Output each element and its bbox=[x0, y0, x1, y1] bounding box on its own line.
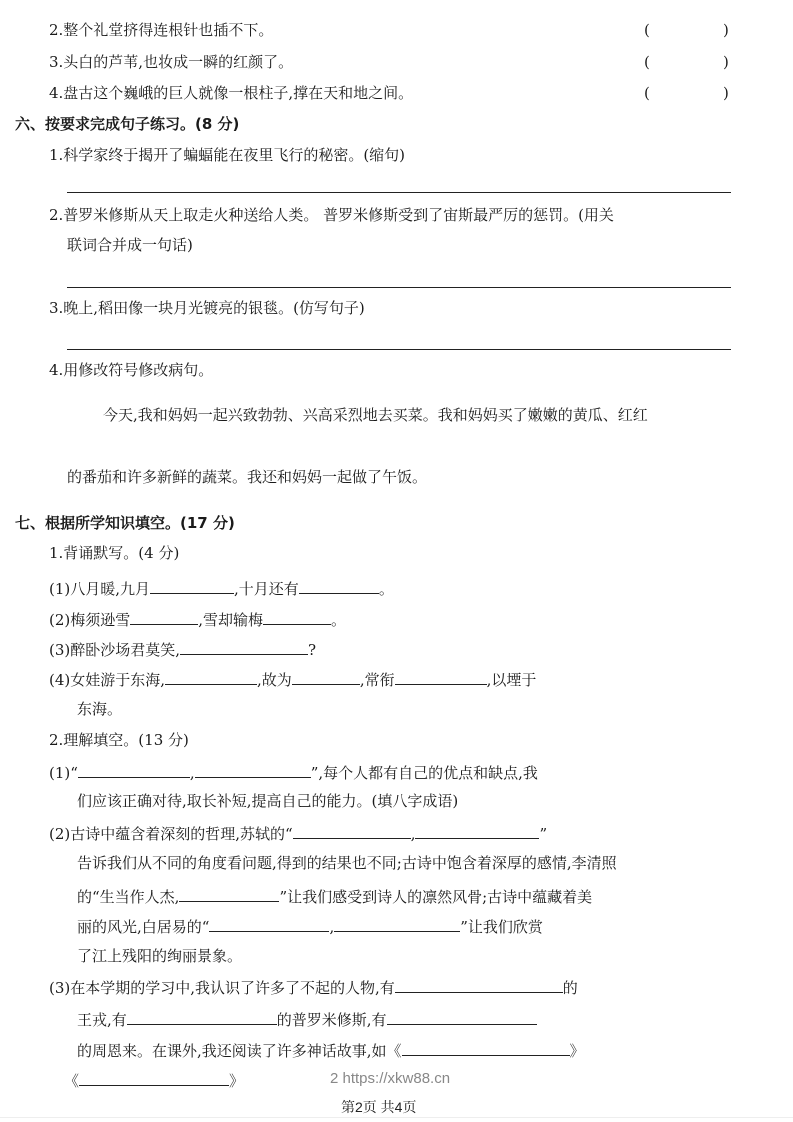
item-text: (2)梅须逊雪 bbox=[49, 611, 131, 629]
understand-item-1 bbox=[49, 761, 538, 781]
item-text: ,十月还有 bbox=[234, 580, 299, 598]
fill-blank[interactable] bbox=[387, 1008, 537, 1025]
fill-blank[interactable] bbox=[195, 761, 311, 778]
fill-blank[interactable] bbox=[292, 668, 360, 685]
fill-blank[interactable] bbox=[299, 577, 379, 594]
question-6-3: 3.晚上,稻田像一块月光镀亮的银毯。(仿写句子) bbox=[49, 299, 365, 317]
understand-item-2-line4 bbox=[77, 915, 543, 935]
item-text: ,雪却输梅 bbox=[198, 611, 264, 629]
understand-item-2-line3 bbox=[49, 885, 592, 905]
item-text: (4)女娃游于东海, bbox=[49, 671, 166, 689]
item-text: , bbox=[329, 918, 335, 936]
answer-paren-close: ) bbox=[723, 21, 729, 39]
answer-line-6-3[interactable] bbox=[67, 349, 731, 350]
recite-item-2 bbox=[49, 608, 346, 628]
item-text: 王戎,有 bbox=[77, 1011, 127, 1029]
answer-paren-close: ) bbox=[723, 53, 729, 71]
fill-blank[interactable] bbox=[78, 761, 190, 778]
fill-blank[interactable] bbox=[209, 915, 329, 932]
recite-item-4-cont: 东海。 bbox=[77, 700, 123, 718]
understand-item-3-line4 bbox=[64, 1069, 244, 1089]
answer-line-6-1[interactable] bbox=[67, 192, 731, 193]
item-text: (3)在本学期的学习中,我认识了许多了不起的人物,有 bbox=[49, 979, 395, 997]
fill-blank[interactable] bbox=[150, 577, 234, 594]
item-text: (2)古诗中蕴含着深刻的哲理,苏轼的“ bbox=[49, 825, 293, 843]
item-text: (1)八月暖,九月 bbox=[49, 580, 151, 598]
item-text: 的“生当作人杰, bbox=[77, 888, 180, 906]
fill-blank[interactable] bbox=[79, 1069, 229, 1086]
item-text: , bbox=[410, 825, 416, 843]
answer-paren-close: ) bbox=[723, 84, 729, 102]
fill-blank[interactable] bbox=[395, 668, 487, 685]
part-2-title: 2.理解填空。(13 分) bbox=[49, 731, 189, 749]
item-text: 的周恩来。在课外,我还阅读了许多神话故事,如《 bbox=[77, 1042, 402, 1060]
item-text: , bbox=[189, 764, 195, 782]
judgement-item-2: 2.整个礼堂挤得连根针也插不下。 bbox=[49, 21, 274, 39]
judgement-item-4: 4.盘古这个巍峨的巨人就像一根柱子,撑在天和地之间。 bbox=[49, 84, 414, 102]
item-text: 》 bbox=[229, 1072, 245, 1090]
section-6-title: 六、按要求完成句子练习。(8 分) bbox=[15, 115, 240, 133]
watermark-url: 2 https://xkw88.cn bbox=[330, 1070, 451, 1087]
understand-item-2 bbox=[49, 822, 547, 842]
understand-item-1-cont: 们应该正确对待,取长补短,提高自己的能力。(填八字成语) bbox=[77, 792, 459, 810]
item-text: ,以堙于 bbox=[486, 671, 537, 689]
fill-blank[interactable] bbox=[293, 822, 411, 839]
page-number: 第2页 共4页 bbox=[341, 1099, 417, 1115]
fill-blank[interactable] bbox=[415, 822, 539, 839]
judgement-item-3: 3.头白的芦苇,也妆成一瞬的红颜了。 bbox=[49, 53, 294, 71]
item-text: ”让我们欣赏 bbox=[460, 918, 543, 936]
recite-item-4 bbox=[49, 668, 536, 688]
fill-blank[interactable] bbox=[263, 608, 331, 625]
answer-paren-open: ( bbox=[644, 84, 650, 102]
fill-blank[interactable] bbox=[334, 915, 460, 932]
item-text: 《 bbox=[64, 1072, 80, 1090]
understand-item-2-line5: 了江上残阳的绚丽景象。 bbox=[77, 947, 243, 965]
question-6-2-line2: 联词合并成一句话) bbox=[67, 236, 193, 254]
item-text: ” bbox=[539, 825, 548, 843]
item-text: ,常衔 bbox=[359, 671, 395, 689]
fill-blank[interactable] bbox=[179, 885, 279, 902]
page-bottom-divider bbox=[0, 1117, 793, 1118]
question-6-1: 1.科学家终于揭开了蝙蝠能在夜里飞行的秘密。(缩句) bbox=[49, 146, 406, 164]
fill-blank[interactable] bbox=[165, 668, 257, 685]
part-1-title: 1.背诵默写。(4 分) bbox=[49, 544, 180, 562]
recite-item-1 bbox=[49, 577, 394, 597]
item-text: 》 bbox=[569, 1042, 585, 1060]
fill-blank[interactable] bbox=[402, 1039, 570, 1056]
item-text: 的 bbox=[562, 979, 578, 997]
item-text: ? bbox=[308, 641, 317, 659]
sick-sentence-paragraph-line1: 今天,我和妈妈一起兴致勃勃、兴高采烈地去买菜。我和妈妈买了嫩嫩的黄瓜、红红 bbox=[103, 406, 648, 424]
sick-sentence-paragraph-line2: 的番茄和许多新鲜的蔬菜。我还和妈妈一起做了午饭。 bbox=[67, 468, 428, 486]
item-text: 的普罗米修斯,有 bbox=[276, 1011, 387, 1029]
item-text: ,故为 bbox=[257, 671, 292, 689]
understand-item-3 bbox=[49, 976, 578, 996]
item-text: 丽的风光,白居易的“ bbox=[77, 918, 210, 936]
fill-blank[interactable] bbox=[395, 976, 563, 993]
answer-paren-open: ( bbox=[644, 21, 650, 39]
recite-item-3 bbox=[49, 638, 316, 658]
understand-item-3-line3 bbox=[77, 1039, 585, 1059]
answer-paren-open: ( bbox=[644, 53, 650, 71]
fill-blank[interactable] bbox=[130, 608, 198, 625]
item-text: ”,每个人都有自己的优点和缺点,我 bbox=[310, 764, 538, 782]
question-6-4: 4.用修改符号修改病句。 bbox=[49, 361, 214, 379]
fill-blank[interactable] bbox=[180, 638, 308, 655]
item-text: ”让我们感受到诗人的凛然风骨;古诗中蕴藏着美 bbox=[279, 888, 593, 906]
section-7-title: 七、根据所学知识填空。(17 分) bbox=[15, 514, 235, 532]
item-text: 。 bbox=[378, 580, 394, 598]
item-text: 。 bbox=[331, 611, 347, 629]
fill-blank[interactable] bbox=[127, 1008, 277, 1025]
understand-item-3-line2 bbox=[77, 1008, 537, 1028]
answer-line-6-2[interactable] bbox=[67, 287, 731, 288]
item-text: (1)“ bbox=[49, 764, 78, 782]
understand-item-2-line2: 告诉我们从不同的角度看问题,得到的结果也不同;古诗中饱含着深厚的感情,李清照 bbox=[77, 854, 617, 872]
question-6-2-line1: 2.普罗米修斯从天上取走火种送给人类。 普罗米修斯受到了宙斯最严厉的惩罚。(用关 bbox=[49, 206, 614, 224]
item-text: (3)醉卧沙场君莫笑, bbox=[49, 641, 181, 659]
